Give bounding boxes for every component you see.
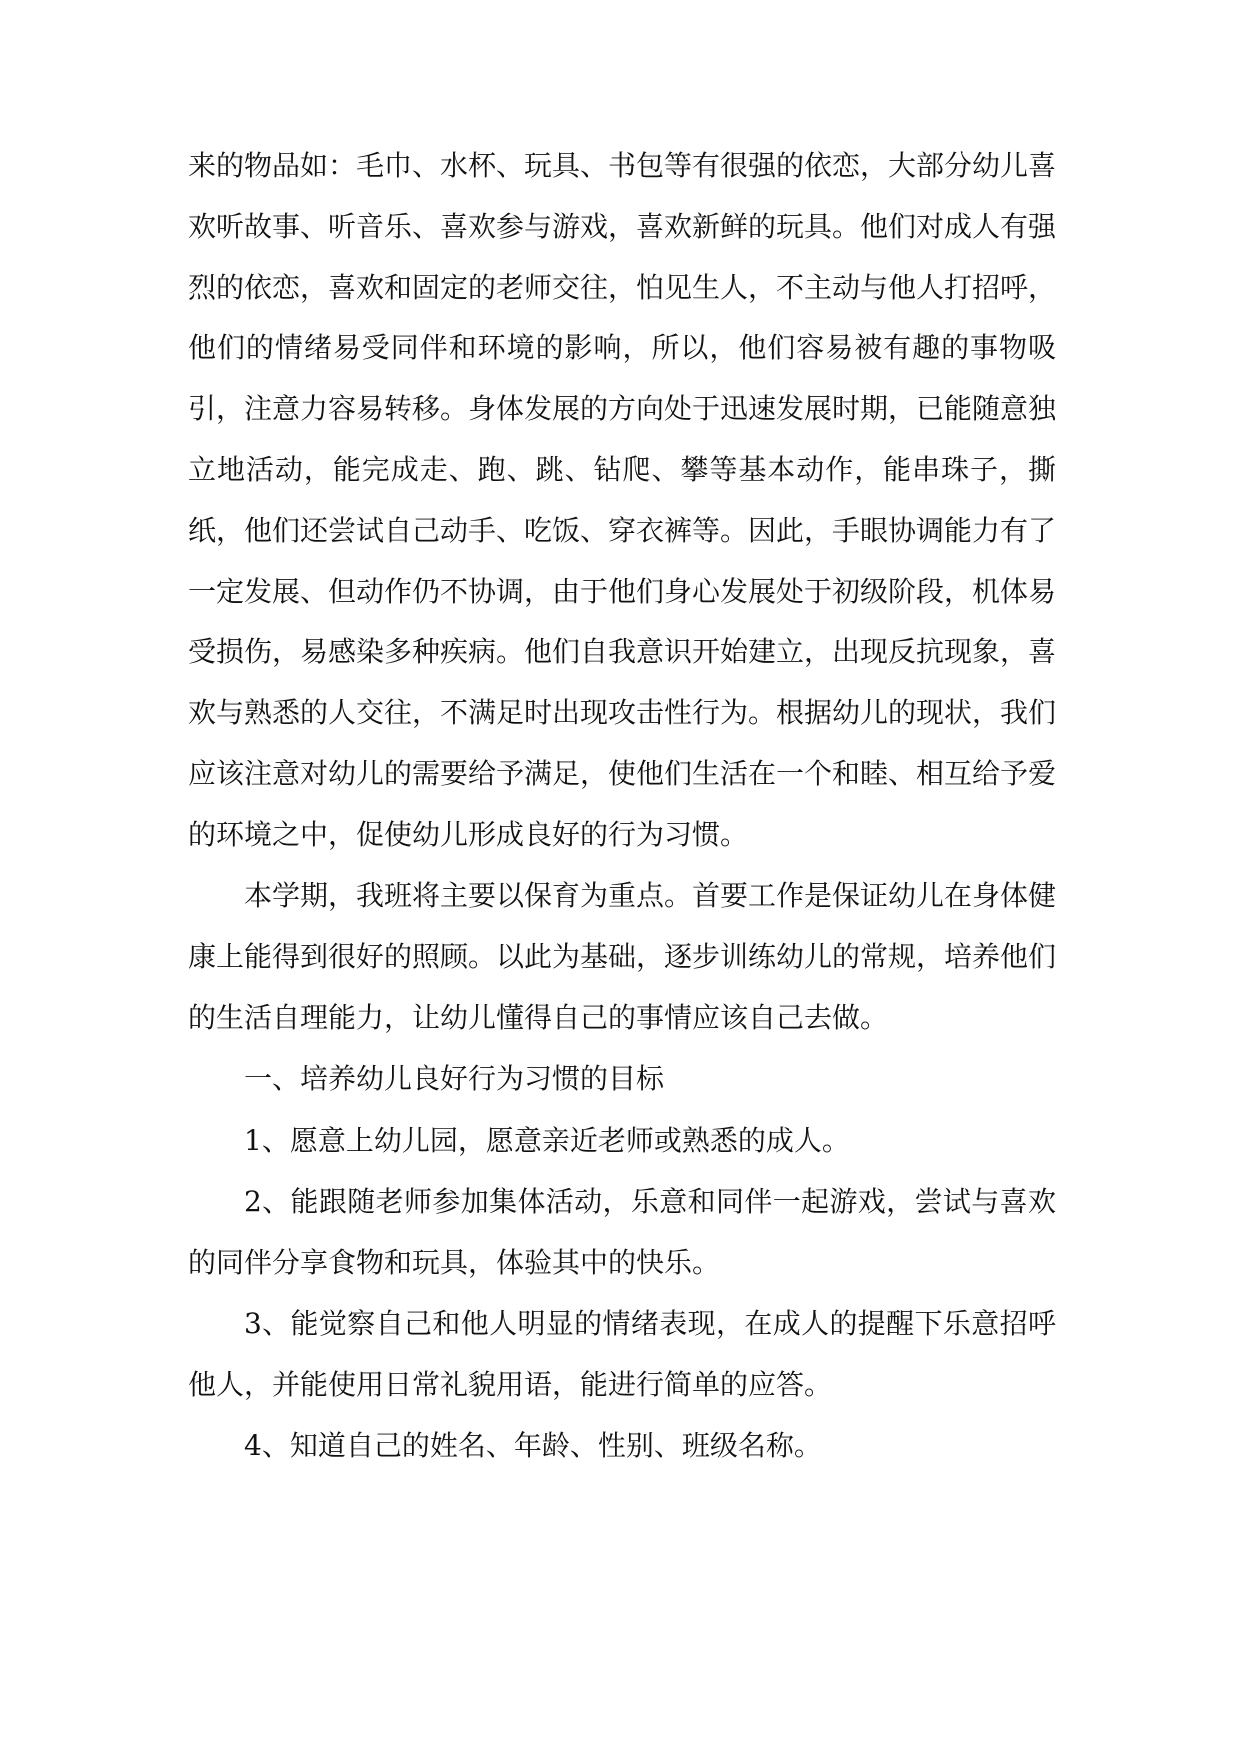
list-item: 3、能觉察自己和他人明显的情绪表现，在成人的提醒下乐意招呼他人，并能使用日常礼貌用语，能进行简单的应答。: [188, 1307, 1056, 1401]
paragraph-semester-focus: 本学期，我班将主要以保育为重点。首要工作是保证幼儿在身体健康上能得到很好的照顾。以此为基础，逐步训练幼儿的常规，培养他们的生活自理能力，让幼儿懂得自己的事情应该自己去做。: [188, 879, 1057, 1034]
paragraph-continued: 来的物品如：毛巾、水杯、玩具、书包等有很强的依恋，大部分幼儿喜欢听故事、听音乐、喜欢参与游戏，喜欢新鲜的玩具。他们对成人有强烈的依恋，喜欢和固定的老师交往，怕见生人，不主动与他人打招呼，他们的情绪易受同伴和环境的影响，所以，他们容易被有趣的事物吸引，注意力容易转移。身体发展的方向处于迅速发展时期，已能随意独立地活动，能完成走、跑、跳、钻爬、攀等基本动作，能串珠子，撕纸，他们还尝试自己动手、吃饭、穿衣裤等。因此，手眼协调能力有了一定发展、但动作仍不协调，由于他们身心发展处于初级阶段，机体易受损伤，易感染多种疾病。他们自我意识开始建立，出现反抗现象，喜欢与熟悉的人交往，不满足时出现攻击性行为。根据幼儿的现状，我们应该注意对幼儿的需要给予满足，使他们生活在一个和睦、相互给予爱的环境之中，促使幼儿形成良好的行为习惯。: [188, 149, 1057, 851]
list-item: 2、能跟随老师参加集体活动，乐意和同伴一起游戏，尝试与喜欢的同伴分享食物和玩具，体验其中的快乐。: [188, 1184, 1056, 1279]
list-item: 1、愿意上幼儿园，愿意亲近老师或熟悉的成人。: [244, 1123, 850, 1157]
section-heading: 一、培养幼儿良好行为习惯的目标: [244, 1062, 665, 1096]
document-page: [188, 136, 1056, 1477]
list-item: 4、知道自己的姓名、年龄、性别、班级名称。: [244, 1429, 822, 1463]
